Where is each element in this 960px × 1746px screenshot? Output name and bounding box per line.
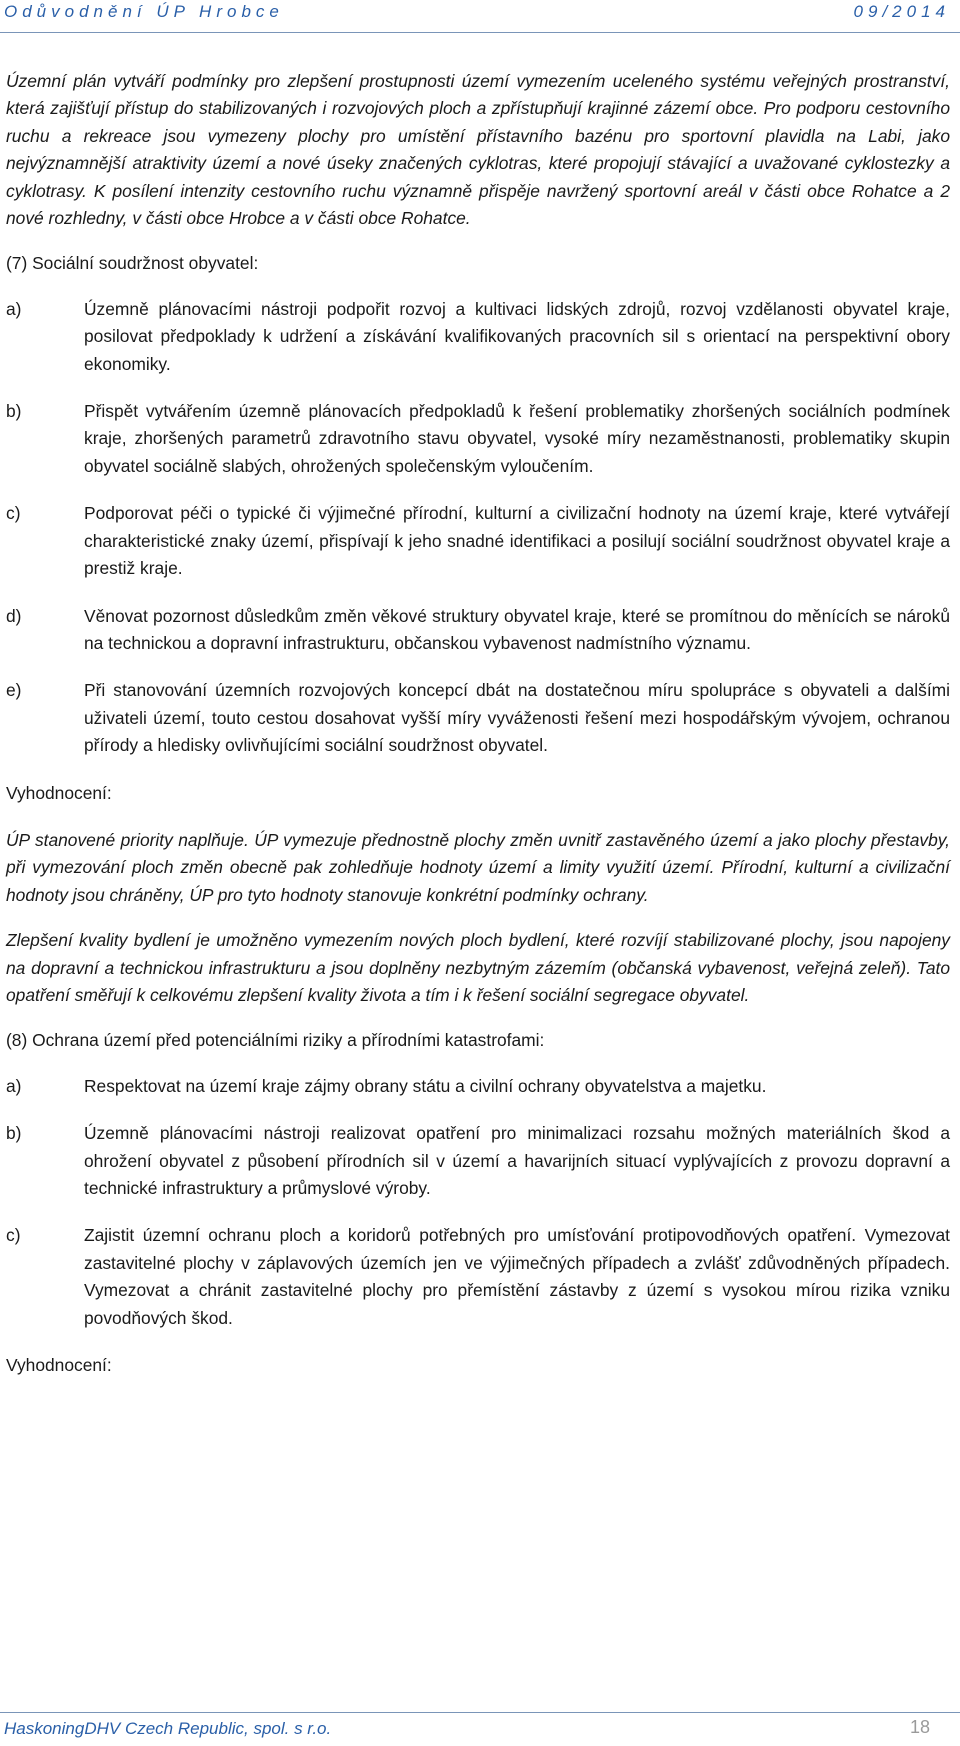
section-8-heading: (8) Ochrana území před potenciálními riziky a přírodními katastrofami: (6, 1030, 545, 1051)
section-7-item-d (6, 603, 950, 658)
item-letter: b) (6, 401, 22, 422)
section-8-item-c (6, 1222, 950, 1332)
section-7-item-c (6, 500, 950, 582)
item-text: Zajistit územní ochranu ploch a koridorů potřebných pro umísťování protipovodňových opatření. Vymezovat zastavitelné plochy v záplavových územích jen ve výjimečných případech a zvlášť zdůvodněných případech. Vymezovat a chránit zastavitelné plochy pro přemístění zástavby z území s vysokou mírou rizika vzniku povodňových škod. (84, 1225, 950, 1328)
section-8-item-b (6, 1120, 950, 1202)
page-content (6, 68, 950, 1399)
item-text: Územně plánovacími nástroji podpořit rozvoj a kultivaci lidských zdrojů, rozvoj vzdělanosti obyvatel kraje, posilovat předpoklady k udržení a získávání kvalifikovaných pracovních sil s orientací na perspektivní obory ekonomiky. (84, 298, 950, 374)
item-text: Přispět vytvářením územně plánovacích předpokladů k řešení problematiky zhoršených sociálních podmínek kraje, zhoršených parametrů zdravotního stavu obyvatel, vysoké míry nezaměstnanosti, problematiky skupin obyvatel sociálně slabých, ohrožených společenským vyloučením. (84, 401, 950, 476)
item-text: Při stanovování územních rozvojových koncepcí dbát na dostatečnou míru spolupráce s obyvateli a dalšími uživateli území, touto cestou dosahovat vyšší míry vyváženosti řešení mezi hospodářským vývojem, ochranou přírody a hledisky ovlivňujícími sociální soudržnost obyvatel. (84, 680, 950, 756)
item-text: Územně plánovacími nástroji realizovat opatření pro minimalizaci rozsahu možných materiálních škod a ohrožení obyvatel z působení přírodních sil v území a havarijních situací vyplývajících z provozu dopravní a technické infrastruktury a průmyslové výroby. (84, 1123, 950, 1198)
item-letter: e) (6, 680, 22, 701)
page-number: 18 (909, 1717, 930, 1737)
section-7-evaluation-2: Zlepšení kvality bydlení je umožněno vymezením nových ploch bydlení, které rozvíjí stabilizované plochy, jsou napojeny na dopravní a technickou infrastrukturu a jsou doplněny nezbytným zázemím (občanská vybavenost, veřejná zeleň). Tato opatření směřují k celkovému zlepšení kvality života a tím i k řešení sociální segregace obyvatel. (6, 930, 950, 1005)
document-date: 09/2014 (853, 2, 950, 21)
section-8-item-a (6, 1073, 950, 1100)
section-8-evaluation-label: Vyhodnocení: (6, 1355, 112, 1376)
item-letter: c) (6, 503, 21, 524)
page-header (0, 0, 960, 33)
item-letter: c) (6, 1225, 21, 1246)
section-7-evaluation-label: Vyhodnocení: (6, 782, 112, 803)
item-letter: a) (6, 1075, 22, 1096)
section-7-item-e (6, 677, 950, 759)
company-name: HaskoningDHV Czech Republic, spol. s r.o. (4, 1719, 332, 1738)
document-title: Odůvodnění ÚP Hrobce (4, 2, 284, 21)
intro-paragraph: Územní plán vytváří podmínky pro zlepšení prostupnosti území vymezením uceleného systému veřejných prostranství, která zajišťují přístup do stabilizovaných i rozvojových ploch a zpřístupňují krajinné zázemí obce. Pro podporu cestovního ruchu a rekreace jsou vymezeny plochy pro umístění přístavního bazénu pro sportovní plavidla na Labi, jako nejvýznamnější atraktivity území a nové úseky značených cyklotras, které propojují stávající a uvažované cyklostezky a cyklotrasy. K posílení intenzity cestovního ruchu významně přispěje navržený sportovní areál v části obce Rohatce a 2 nové rozhledny, v části obce Hrobce a v části obce Rohatce. (6, 71, 950, 229)
page-footer (0, 1712, 960, 1746)
item-letter: b) (6, 1123, 22, 1144)
section-7-heading: (7) Sociální soudržnost obyvatel: (6, 253, 259, 274)
item-letter: d) (6, 605, 22, 626)
item-text: Věnovat pozornost důsledkům změn věkové struktury obyvatel kraje, které se promítnou do měnících se nároků na technickou a dopravní infrastrukturu, občanskou vybavenost nadmístního významu. (84, 605, 950, 653)
item-letter: a) (6, 298, 22, 319)
item-text: Respektovat na území kraje zájmy obrany státu a civilní ochrany obyvatelstva a majetku. (84, 1075, 767, 1096)
item-text: Podporovat péči o typické či výjimečné přírodní, kulturní a civilizační hodnoty na území kraje, které vytvářejí charakteristické znaky území, přispívají k jeho snadné identifikaci a posilují sociální soudržnost obyvatel kraje a prestiž kraje. (84, 503, 950, 579)
section-7-item-b (6, 398, 950, 480)
section-7-evaluation-1: ÚP stanovené priority naplňuje. ÚP vymezuje přednostně plochy změn uvnitř zastavěného území a jako plochy přestavby, při vymezování ploch změn obecně pak zohledňuje hodnoty území a limity využití území. Přírodní, kulturní a civilizační hodnoty jsou chráněny, ÚP pro tyto hodnoty stanovuje konkrétní podmínky ochrany. (6, 829, 950, 905)
section-7-item-a (6, 296, 950, 378)
